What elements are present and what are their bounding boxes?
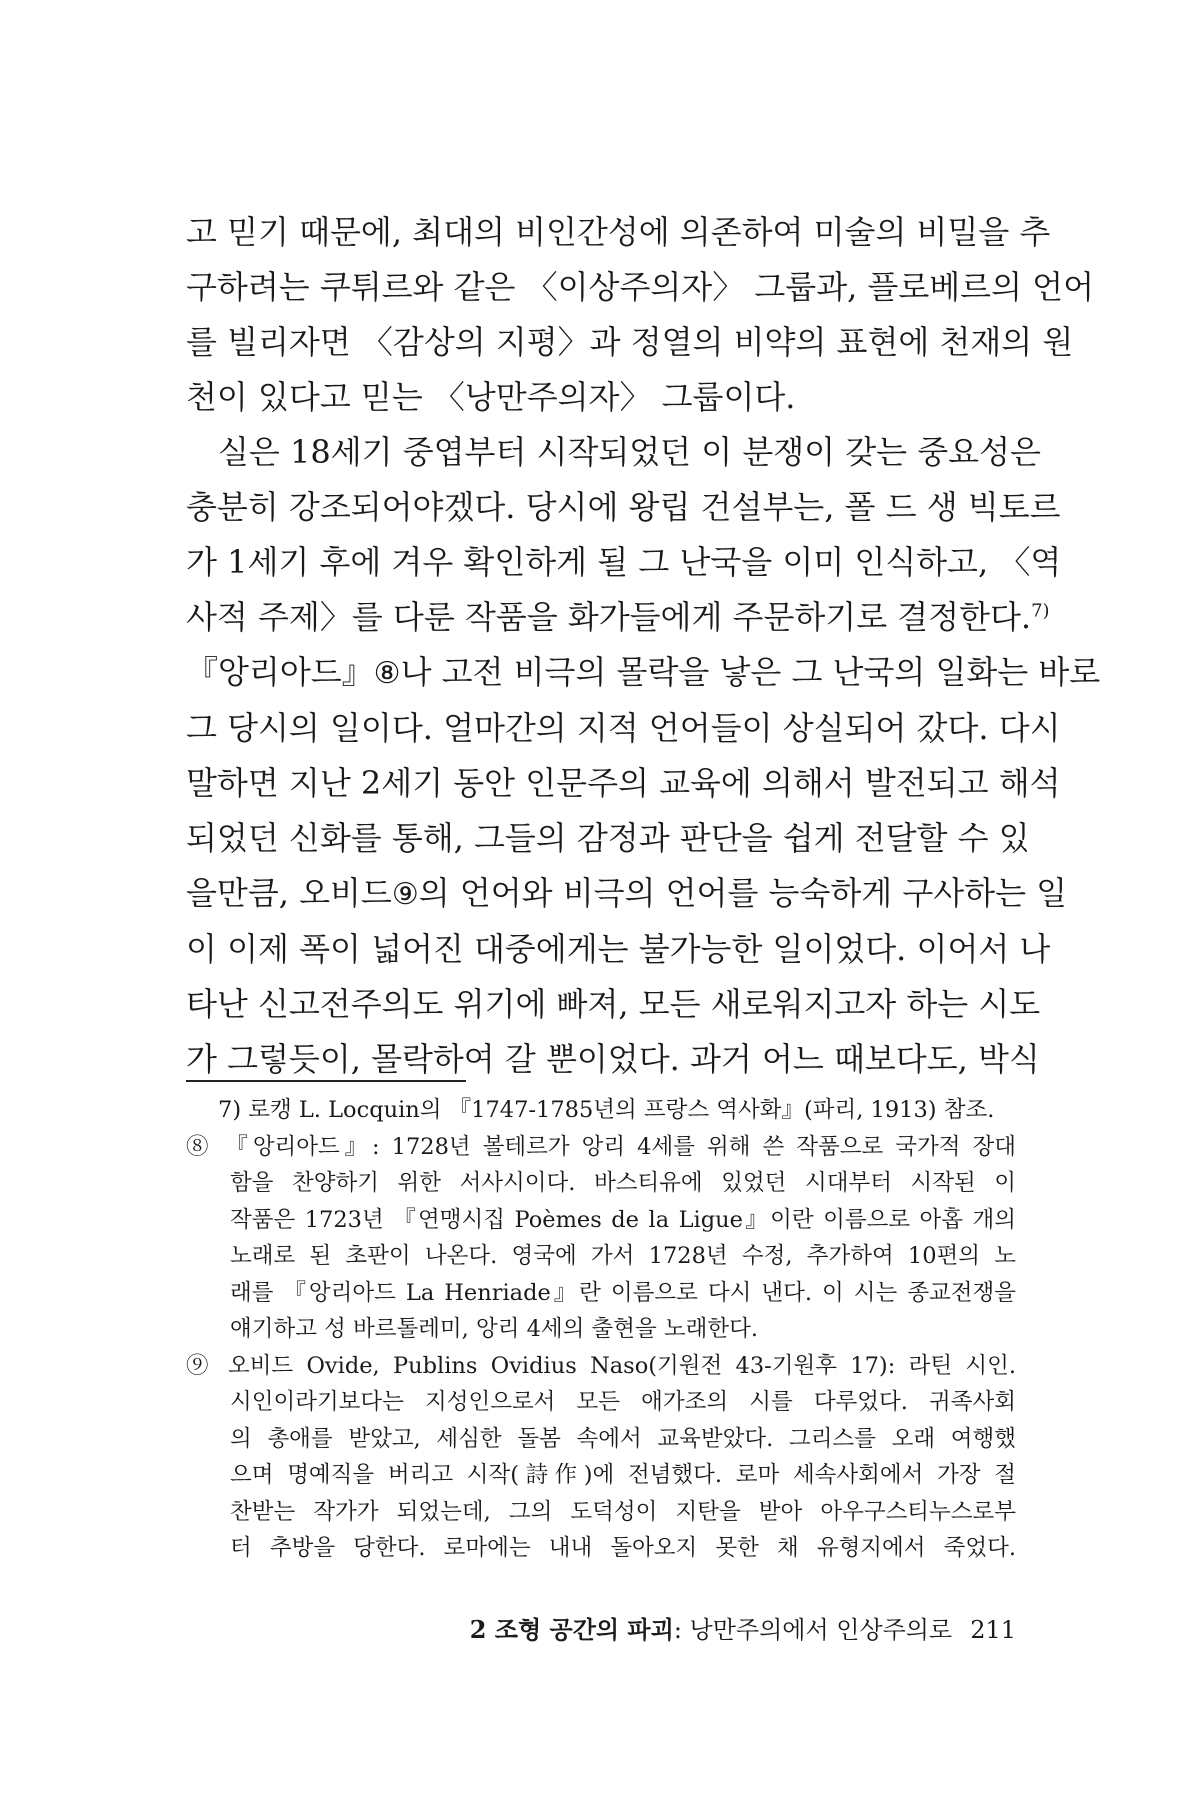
footnote-line: 노래로 된 초판이 나온다. 영국에 가서 1728년 수정, 추가하여 10편의 노 [230, 1243, 1016, 1269]
footnote-ref-7: 7) [1031, 600, 1050, 622]
text-line: 실은 18세기 중엽부터 시작되었던 이 분쟁이 갖는 중요성은 [218, 433, 1041, 471]
page-number: 211 [970, 1616, 1016, 1644]
text-line: 구하려는 쿠튀르와 같은 〈이상주의자〉 그룹과, 플로베르의 언어 [186, 268, 1095, 306]
footnote-7: 7) 로캥 L. Locquin의 『1747-1785년의 프랑스 역사화』(파리, 1913) 참조. [218, 1097, 995, 1123]
text-line: 고 믿기 때문에, 최대의 비인간성에 의존하여 미술의 비밀을 추 [186, 213, 1051, 251]
chapter-title: 2 조형 공간의 파괴 [469, 1615, 674, 1644]
text-line [186, 645, 1101, 701]
footnote-ref-8: ⑧ [373, 656, 401, 691]
footnote-line: 터 추방을 당한다. 로마에는 내내 돌아오지 못한 채 유형지에서 죽었다. [230, 1535, 1016, 1561]
footnotes [186, 1092, 1016, 1567]
text-segment: 나 고전 비극의 몰락을 낳은 그 난국의 일화는 바로 [400, 653, 1101, 691]
text-segment: 『앙리아드』 [186, 653, 374, 691]
text-line: 가 그렇듯이, 몰락하여 갈 뿐이었다. 과거 어느 때보다도, 박식 [186, 1040, 1040, 1078]
text-line: 말하면 지난 2세기 동안 인문주의 교육에 의해서 발전되고 해석 [186, 764, 1061, 802]
text-line: 타난 신고전주의도 위기에 빠져, 모든 새로워지고자 하는 시도 [186, 985, 1041, 1023]
footnote-line: 래를 『앙리아드 La Henriade』란 이름으로 다시 낸다. 이 시는 종교전쟁을 [230, 1279, 1016, 1306]
text-line: 되었던 신화를 통해, 그들의 감정과 판단을 쉽게 전달할 수 있 [186, 819, 1030, 857]
text-line: 그 당시의 일이다. 얼마간의 지적 언어들이 상실되어 갔다. 다시 [186, 709, 1061, 747]
text-segment: 사적 주제〉를 다룬 작품을 화가들에게 주문하기로 결정한다. [186, 598, 1032, 636]
body-text [186, 205, 1101, 1087]
running-footer [454, 1610, 1016, 1645]
text-line: 가 1세기 후에 겨우 확인하게 될 그 난국을 이미 인식하고, 〈역 [186, 543, 1062, 581]
text-line: 를 빌리자면 〈감상의 지평〉과 정열의 비약의 표현에 천재의 원 [186, 323, 1074, 361]
footnote-line: 찬받는 작가가 되었는데, 그의 도덕성이 지탄을 받아 아우구스티누스로부 [230, 1498, 1016, 1525]
text-segment: 을만큼, 오비드 [186, 874, 392, 912]
footnote-line: 얘기하고 성 바르톨레미, 앙리 4세의 출현을 노래한다. [230, 1316, 758, 1342]
text-line [186, 866, 1068, 922]
chapter-subtitle: : 낭만주의에서 인상주의로 [673, 1616, 953, 1644]
text-line: 천이 있다고 믿는 〈낭만주의자〉 그룹이다. [186, 378, 796, 416]
text-line: 이 이제 폭이 넓어진 대중에게는 불가능한 일이었다. 이어서 나 [186, 930, 1051, 968]
text-line [186, 590, 1050, 645]
footnote-line: 의 총애를 받았고, 세심한 돌봄 속에서 교육받았다. 그리스를 오래 여행했 [230, 1425, 1016, 1452]
footnote-ref-9: ⑨ [391, 877, 419, 912]
footnote-line: 시인이라기보다는 지성인으로서 모든 애가조의 시를 다루었다. 귀족사회 [230, 1389, 1016, 1415]
footnote-line: 함을 찬양하기 위한 서사시이다. 바스티유에 있었던 시대부터 시작된 이 [230, 1170, 1016, 1196]
footnote-divider [186, 1080, 466, 1082]
text-segment: 의 언어와 비극의 언어를 능숙하게 구사하는 일 [418, 874, 1068, 912]
footnote-line: 으며 명예직을 버리고 시작(詩作)에 전념했다. 로마 세속사회에서 가장 절 [230, 1462, 1016, 1488]
footnote-9: ⑨ 오비드 Ovide, Publins Ovidius Naso(기원전 43-기원후 17): 라틴 시인. [186, 1352, 1016, 1379]
text-line: 충분히 강조되어야겠다. 당시에 왕립 건설부는, 폴 드 생 빅토르 [186, 488, 1061, 526]
footnote-8: ⑧ 『앙리아드』: 1728년 볼테르가 앙리 4세를 위해 쓴 작품으로 국가적 장대 [186, 1133, 1016, 1160]
footnote-line: 작품은 1723년 『연맹시집 Poèmes de la Ligue』이란 이름으로 아홉 개의 [230, 1206, 1016, 1233]
